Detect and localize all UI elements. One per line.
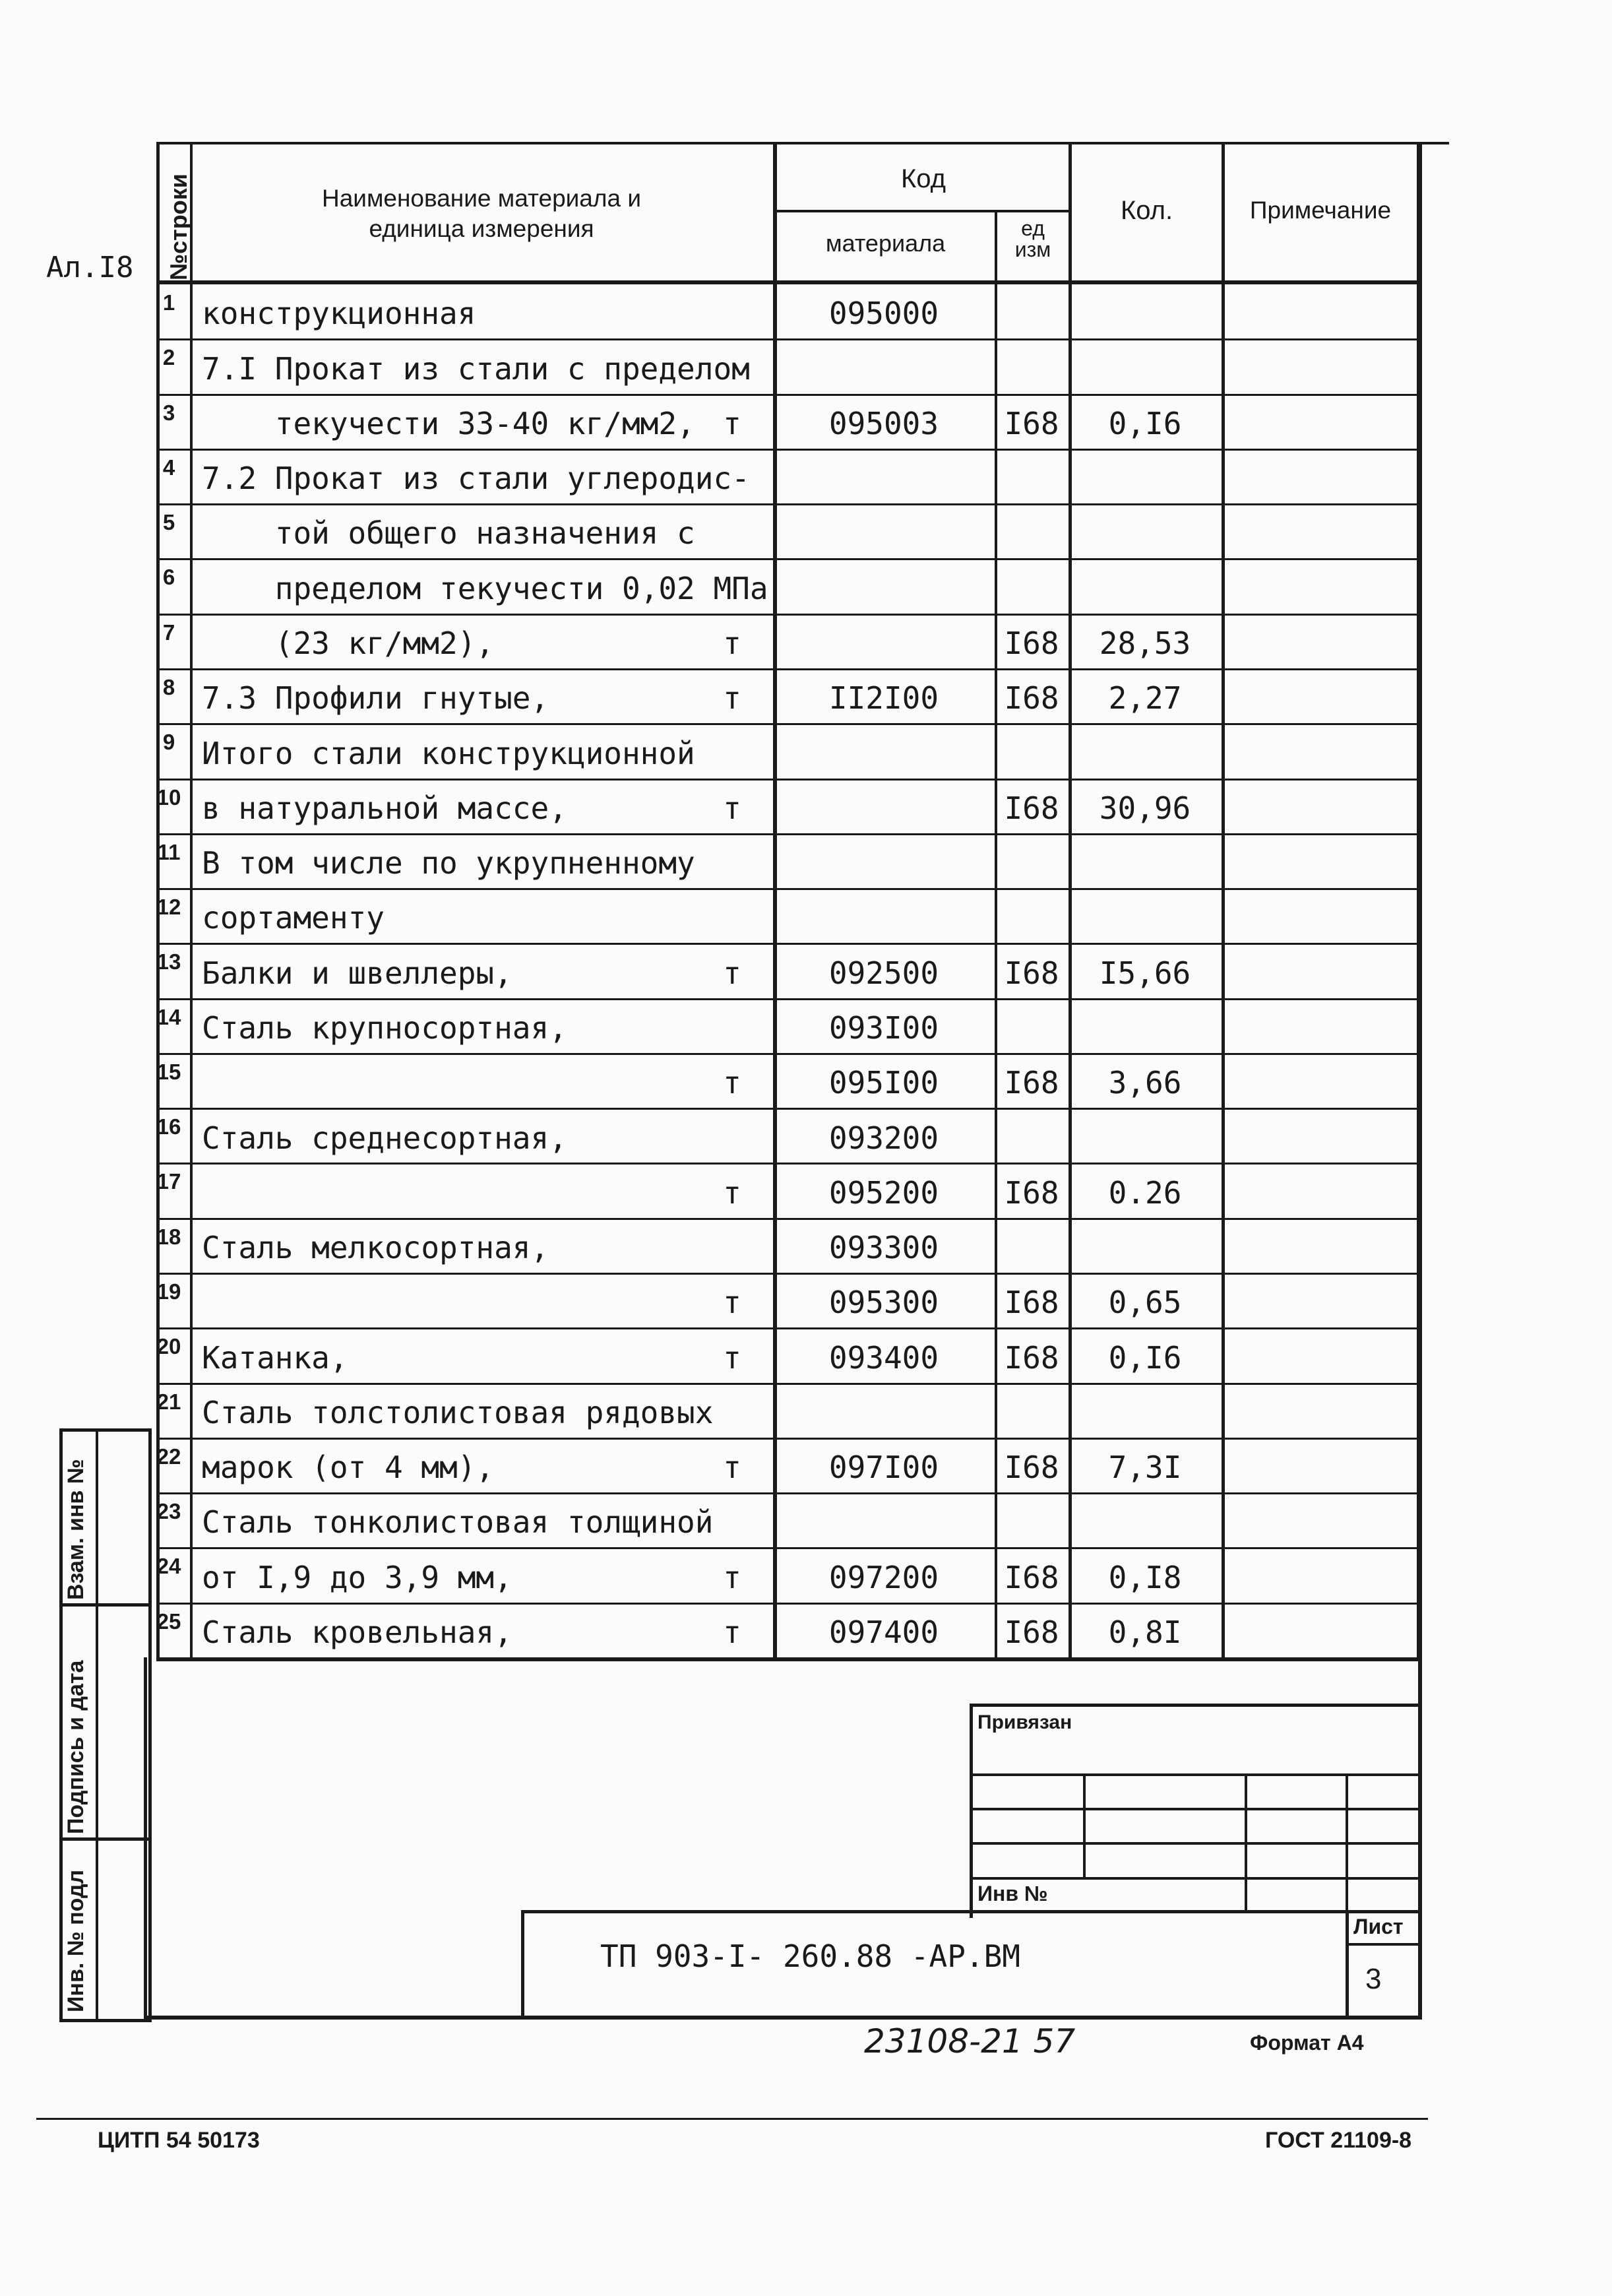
row-number: 1 <box>162 290 175 315</box>
row-number: 2 <box>162 345 175 369</box>
table-row-line <box>156 668 1422 670</box>
table-row-line <box>156 338 1422 340</box>
row-material-code: 093200 <box>828 1120 939 1156</box>
table-row-line <box>156 503 1422 505</box>
header-row-number: №строки <box>165 174 192 280</box>
doc-block-sheet-divider <box>1346 1910 1349 2019</box>
row-material-name: Сталь среднесортная, <box>202 1120 567 1156</box>
table-row-line <box>156 394 1422 396</box>
row-unit: т <box>723 625 741 661</box>
row-number: 19 <box>156 1279 181 1304</box>
row-unit: т <box>723 1560 741 1595</box>
side-stamp-podpis: Подпись и дата <box>63 1660 88 1834</box>
row-number: 21 <box>156 1389 181 1414</box>
lower-frame-left <box>144 1657 147 2020</box>
table-row-line <box>156 1273 1422 1275</box>
row-number: 5 <box>162 510 175 534</box>
row-unit: т <box>723 1175 741 1211</box>
table-row-line <box>156 943 1422 945</box>
table-row-line <box>156 1547 1422 1549</box>
row-material-name: пределом текучести 0,02 МПа <box>202 571 768 606</box>
row-unit-code: I68 <box>1004 1560 1059 1595</box>
row-material-code: 095200 <box>828 1175 939 1211</box>
table-row-line <box>156 1108 1422 1110</box>
header-code-material: материала <box>825 230 946 257</box>
row-quantity: 2,27 <box>1108 680 1182 716</box>
row-quantity: 0,I6 <box>1108 406 1182 441</box>
privyazan-line-4 <box>970 1877 1418 1880</box>
row-number: 10 <box>156 785 181 810</box>
row-unit-code: I68 <box>1004 1285 1059 1320</box>
row-material-code: 095003 <box>828 406 939 441</box>
row-quantity: 28,53 <box>1099 625 1191 661</box>
row-unit-code: I68 <box>1004 1614 1059 1650</box>
table-border-right <box>1417 142 1422 1661</box>
row-quantity: 7,3I <box>1108 1450 1182 1485</box>
row-number: 3 <box>162 400 175 425</box>
row-material-code: 095300 <box>828 1285 939 1320</box>
row-material-name: 7.3 Профили гнутые, <box>202 680 549 716</box>
footer-left: ЦИТП 54 50173 <box>98 2128 260 2153</box>
table-row-line <box>156 1163 1422 1164</box>
row-number: 4 <box>162 455 175 480</box>
privyazan-col-1 <box>1083 1773 1086 1877</box>
footer-right: ГОСТ 21109-8 <box>1265 2128 1412 2153</box>
document-code: ТП 903-I- 260.88 -АР.ВМ <box>600 1938 1020 1974</box>
table-col-qty-line <box>1069 142 1072 1661</box>
row-quantity: 0,I8 <box>1108 1560 1182 1595</box>
row-unit-code: I68 <box>1004 406 1059 441</box>
row-material-name: Балки и швеллеры, <box>202 955 512 991</box>
row-unit: т <box>723 1065 741 1100</box>
row-material-code: 095000 <box>828 296 939 331</box>
header-code: Код <box>900 164 946 193</box>
row-material-name: конструкционная <box>202 296 476 331</box>
header-quantity: Кол. <box>1120 196 1173 225</box>
row-number: 17 <box>156 1169 181 1194</box>
doc-block-sheet-line <box>1346 1943 1421 1946</box>
row-unit-code: I68 <box>1004 1340 1059 1376</box>
table-row-line <box>156 558 1422 560</box>
side-stamp-line-1 <box>59 1603 148 1607</box>
side-stamp-vzam: Взам. инв № <box>63 1459 88 1600</box>
row-unit-code: I68 <box>1004 790 1059 826</box>
row-material-name: 7.I Прокат из стали с пределом <box>202 351 750 387</box>
table-row-line <box>156 1492 1422 1494</box>
row-material-code: 092500 <box>828 955 939 991</box>
privyazan-line-3 <box>970 1842 1418 1845</box>
sheet-label-header: Лист <box>1353 1915 1404 1938</box>
row-number: 6 <box>162 565 175 589</box>
header-code-divider <box>773 210 1071 212</box>
table-col-note-line <box>1222 142 1225 1661</box>
row-material-code: 097400 <box>828 1614 939 1650</box>
row-unit: т <box>723 790 741 826</box>
privyazan-label: Привязан <box>977 1711 1072 1733</box>
row-number: 20 <box>156 1334 181 1358</box>
row-material-name: 7.2 Прокат из стали углеродис- <box>202 461 750 496</box>
row-material-code: 093300 <box>828 1230 939 1265</box>
table-row-line <box>156 1327 1422 1329</box>
table-row-line <box>156 1438 1422 1440</box>
row-quantity: 0,8I <box>1108 1614 1182 1650</box>
row-number: 18 <box>156 1225 181 1249</box>
row-quantity: 0,65 <box>1108 1285 1182 1320</box>
header-material-name: Наименование материала и единица измерения <box>321 185 642 242</box>
row-number: 25 <box>156 1609 181 1634</box>
row-unit: т <box>723 1614 741 1650</box>
row-material-name: В том числе по укрупненному <box>202 845 695 881</box>
table-row-line <box>156 614 1422 616</box>
row-material-code: 097I00 <box>828 1450 939 1485</box>
row-material-name: Катанка, <box>202 1340 348 1376</box>
privyazan-line-1 <box>970 1773 1418 1776</box>
side-stamp-inv-podl: Инв. № подл <box>63 1869 88 2012</box>
row-number: 16 <box>156 1114 181 1139</box>
row-material-name: в натуральной массе, <box>202 790 567 826</box>
table-border-bottom <box>156 1657 1422 1661</box>
inv-no-label: Инв № <box>977 1882 1048 1905</box>
row-number: 7 <box>162 620 175 645</box>
table-row-line <box>156 1383 1422 1385</box>
row-unit: т <box>723 1450 741 1485</box>
row-number: 8 <box>162 675 175 699</box>
side-stamp-line-2 <box>59 1837 148 1841</box>
table-row-line <box>156 888 1422 890</box>
doc-block-top <box>521 1910 1421 1913</box>
row-unit: т <box>723 1285 741 1320</box>
header-bottom-line <box>156 280 1422 284</box>
row-unit-code: I68 <box>1004 1450 1059 1485</box>
row-unit-code: I68 <box>1004 625 1059 661</box>
row-material-name: Сталь тонколистовая толщиной <box>202 1504 714 1540</box>
table-col-rownum-line <box>190 142 193 1661</box>
row-quantity: I5,66 <box>1099 955 1191 991</box>
table-border-top <box>156 142 1449 144</box>
row-material-name: марок (от 4 мм), <box>202 1450 495 1485</box>
row-unit: т <box>723 955 741 991</box>
format-label: Формат А4 <box>1250 2031 1364 2055</box>
row-quantity: 3,66 <box>1108 1065 1182 1100</box>
sheet-number: 3 <box>1365 1963 1382 1995</box>
row-material-name: (23 кг/мм2), <box>202 625 495 661</box>
row-material-name: Сталь толстолистовая рядовых <box>202 1395 714 1430</box>
row-number: 13 <box>156 949 181 974</box>
row-material-code: II2I00 <box>828 680 939 716</box>
row-material-name: Итого стали конструкционной <box>202 736 695 771</box>
row-material-code: 097200 <box>828 1560 939 1595</box>
row-unit-code: I68 <box>1004 1175 1059 1211</box>
row-material-name: Сталь мелкосортная, <box>202 1230 549 1265</box>
table-row-line <box>156 723 1422 725</box>
row-material-name: той общего назначения с <box>202 515 695 551</box>
row-number: 24 <box>156 1554 181 1578</box>
row-quantity: 30,96 <box>1099 790 1191 826</box>
row-material-name: от I,9 до 3,9 мм, <box>202 1560 512 1595</box>
row-material-name: Сталь крупносортная, <box>202 1010 567 1046</box>
row-unit: т <box>723 680 741 716</box>
row-unit-code: I68 <box>1004 1065 1059 1100</box>
row-number: 22 <box>156 1444 181 1469</box>
row-number: 9 <box>162 730 175 754</box>
privyazan-line-2 <box>970 1808 1418 1810</box>
row-quantity: 0,I6 <box>1108 1340 1182 1376</box>
row-quantity: 0.26 <box>1108 1175 1182 1211</box>
row-material-code: 093I00 <box>828 1010 939 1046</box>
table-row-line <box>156 1603 1422 1605</box>
row-unit-code: I68 <box>1004 680 1059 716</box>
table-row-line <box>156 449 1422 451</box>
table-row-line <box>156 1218 1422 1220</box>
table-row-line <box>156 998 1422 1000</box>
row-unit-code: I68 <box>1004 955 1059 991</box>
row-number: 15 <box>156 1060 181 1084</box>
row-material-name: сортаменту <box>202 900 385 936</box>
doc-block-left <box>521 1910 524 2019</box>
privyazan-col-2 <box>1245 1773 1247 1912</box>
row-number: 14 <box>156 1005 181 1029</box>
row-unit: т <box>723 406 741 441</box>
footer-line <box>36 2118 1428 2120</box>
row-material-code: 093400 <box>828 1340 939 1376</box>
side-stamp-divider <box>96 1428 98 2019</box>
table-row-line <box>156 1053 1422 1055</box>
row-number: 23 <box>156 1499 181 1523</box>
table-row-line <box>156 779 1422 781</box>
row-material-name: Сталь кровельная, <box>202 1614 512 1650</box>
row-number: 12 <box>156 895 181 919</box>
handwritten-note: 23108-21 57 <box>864 2022 1076 2060</box>
privyazan-col-3 <box>1346 1773 1348 1912</box>
row-unit: т <box>723 1340 741 1376</box>
row-material-name: текучести 33-40 кг/мм2, <box>202 406 695 441</box>
header-note: Примечание <box>1249 197 1392 224</box>
header-code-unit: ед изм <box>1014 216 1051 261</box>
table-row-line <box>156 833 1422 835</box>
table-col-code-line <box>773 142 777 1661</box>
lower-frame-bottom <box>144 2016 1422 2020</box>
row-material-code: 095I00 <box>828 1065 939 1100</box>
row-number: 11 <box>157 840 181 864</box>
sheet-label: Ал.I8 <box>46 251 134 284</box>
